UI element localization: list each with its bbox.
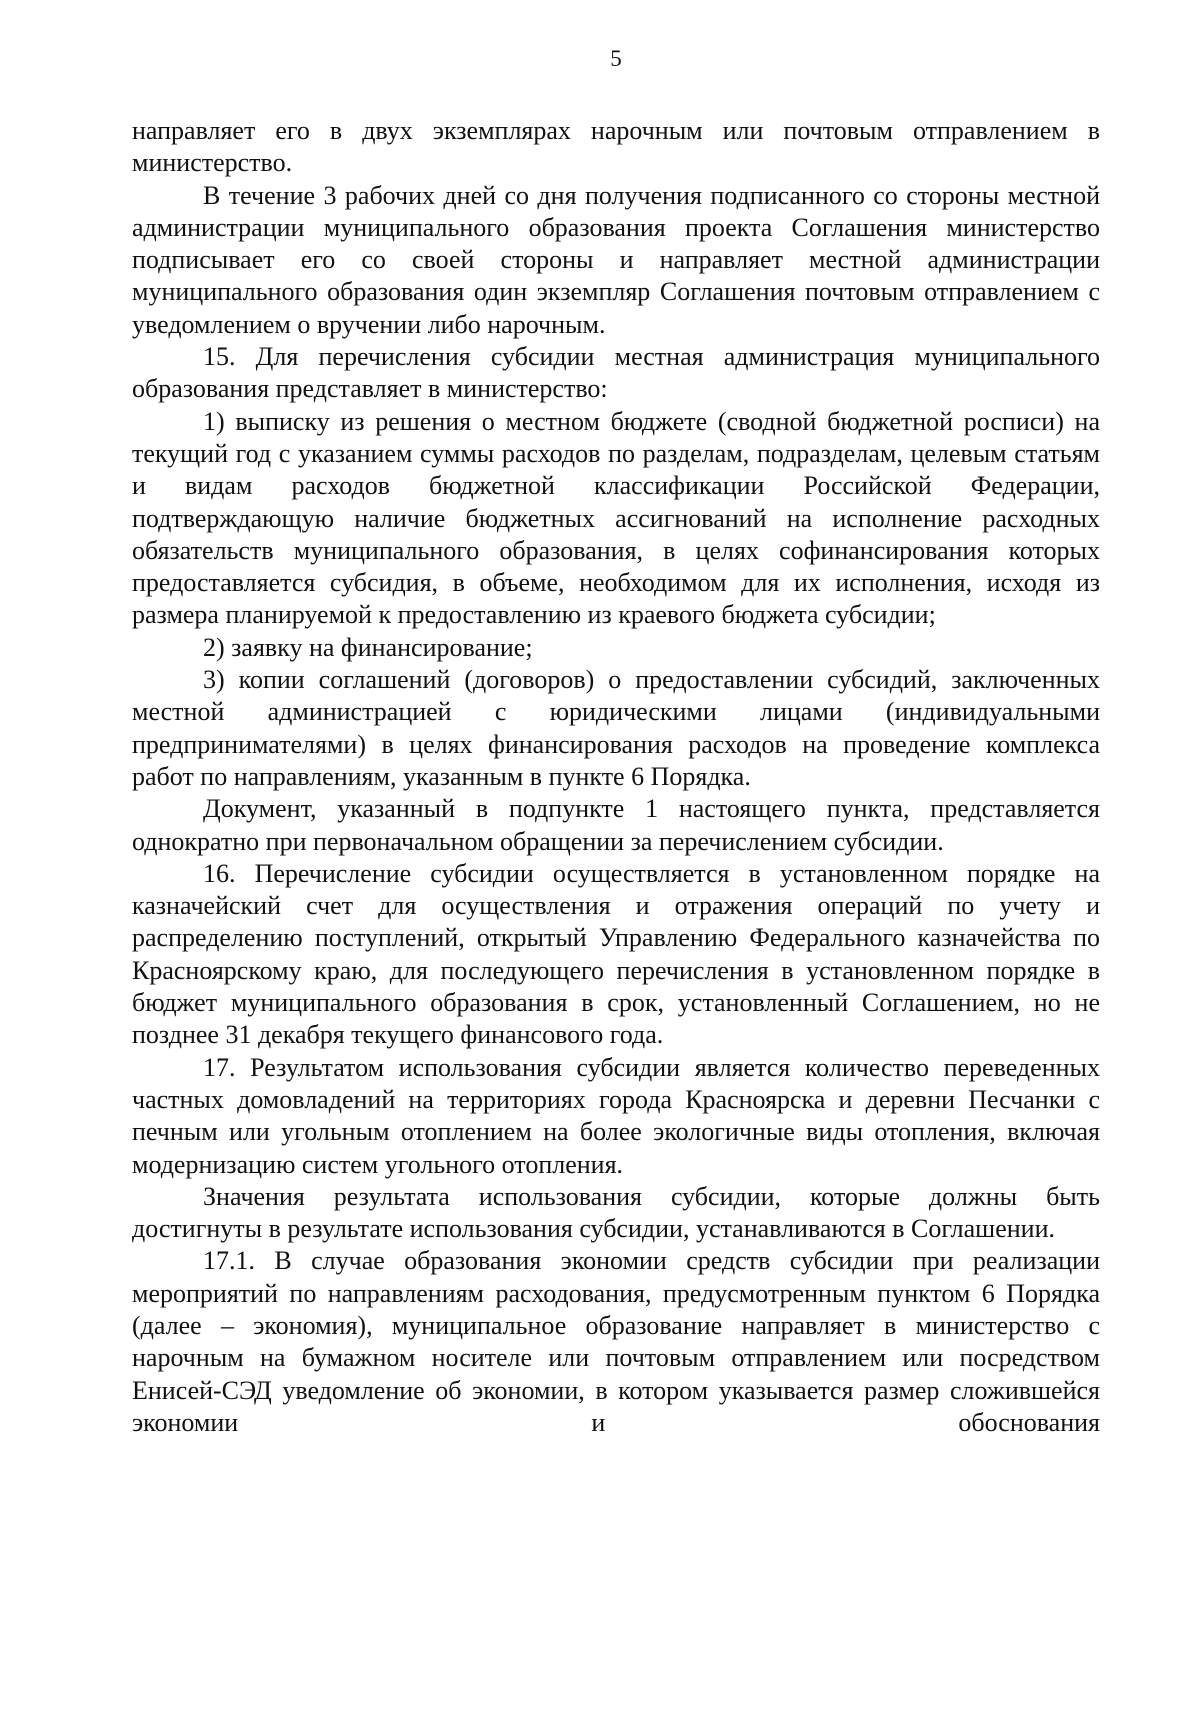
paragraph-10: Значения результата использования субсидии, которые должны быть достигнуты в результате использования субсидии, устанавливаются в Соглашении. xyxy=(132,1181,1100,1244)
paragraph-5: 2) заявку на финансирование; xyxy=(203,632,533,662)
document-body xyxy=(132,115,1100,1439)
paragraph-3: 15. Для перечисления субсидии местная администрация муниципального образования представляет в министерство: xyxy=(132,342,1100,404)
paragraph-8: 16. Перечисление субсидии осуществляется в установленном порядке на казначейский счет для осуществления и отражения операций по учету и распределению поступлений, открытый Управлению Федерального казначейства по Красноярскому краю, для последующего перечисления в установленном порядке в бюджет муниципального образования в срок, установленный Соглашением, но не позднее 31 декабря текущего финансового года. xyxy=(132,858,1100,1050)
page-number: 5 xyxy=(610,46,622,71)
paragraph-11: 17.1. В случае образования экономии средств субсидии при реализации мероприятий по направлениям расходования, предусмотренным пунктом 6 Порядка (далее – экономия), муниципальное образование направляет в министерство с нарочным на бумажном носителе или почтовым отправлением или посредством Енисей-СЭД уведомление об экономии, в котором указывается размер сложившейся экономии и обоснования xyxy=(132,1246,1100,1437)
paragraph-2: В течение 3 рабочих дней со дня получения подписанного со стороны местной администрации муниципального образования проекта Соглашения министерство подписывает его со своей стороны и направляет местной администрации муниципального образования один экземпляр Соглашения почтовым отправлением с уведомлением о вручении либо нарочным. xyxy=(132,180,1100,339)
paragraph-6: 3) копии соглашений (договоров) о предоставлении субсидий, заключенных местной администрацией с юридическими лицами (индивидуальными предпринимателями) в целях финансирования расходов на проведение комплекса работ по направлениям, указанным в пункте 6 Порядка. xyxy=(132,665,1100,791)
paragraph-7: Документ, указанный в подпункте 1 настоящего пункта, представляется однократно при первоначальном обращении за перечислением субсидии. xyxy=(132,794,1100,856)
paragraph-9: 17. Результатом использования субсидии является количество переведенных частных домовладений на территориях города Красноярска и деревни Песчанки с печным или угольным отоплением на более экологичные виды отопления, включая модернизацию систем угольного отопления. xyxy=(132,1052,1100,1179)
paragraph-4: 1) выписку из решения о местном бюджете (сводной бюджетной росписи) на текущий год с указанием суммы расходов по разделам, подразделам, целевым статьям и видам расходов бюджетной классификации Российской Федерации, подтверждающую наличие бюджетных ассигнований на исполнение расходных обязательств муниципального образования, в целях софинансирования которых предоставляется субсидия, в объеме, необходимом для их исполнения, исходя из размера планируемой к предоставлению из краевого бюджета субсидии; xyxy=(132,406,1100,630)
paragraph-1: направляет его в двух экземплярах нарочным или почтовым отправлением в министерство. xyxy=(132,116,1100,178)
